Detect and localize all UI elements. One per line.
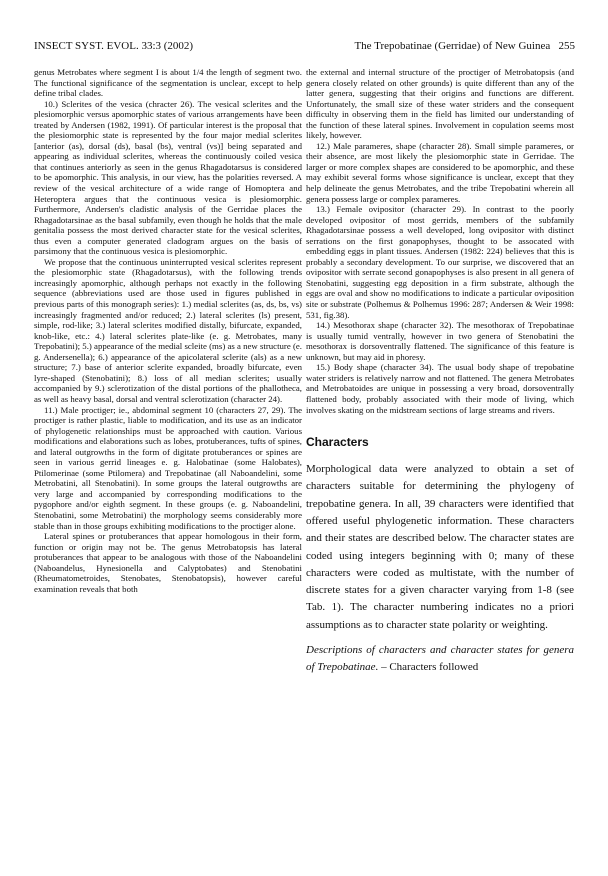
characters-section	[306, 461, 574, 677]
paragraph: 14.) Mesothorax shape (character 32). The mesothorax of Trepobatinae is usually tumid ventrally, however in two genera of Stenobatini the mesothorax is dorsoventrally flattened. The significance of this feature is unknown, but may aid in phoresy.	[306, 320, 574, 362]
page-number: 255	[558, 40, 575, 52]
paragraph: 11.) Male proctiger; ie., abdominal segment 10 (characters 27, 29). The proctiger is rather plastic, liable to modification, and its use as an indicator of phylogenetic relationships must be approached with caution. Various modifications and elaborations such as lobes, protuberances, tufts of spines, and lateral outgrowths in the form of digitate protuberances or spines are seen in various gerrid lineages e. g. Halobatinae (some Halobates), Ptilomerinae (some Ptilomera) and Trepobatinae (all Naboandelini, some Metrobatini, all Stenobatini). In some groups the lateral outgrowths are very large and accompanied by corresponding modifications to the pygophore and/or eighth segment. In these groups (e. g. Naboandelini, Stenobatini, some Metrobatini) the morphology seems considerably more stable than in those groups exhibiting modifications to the proctiger alone.	[34, 404, 302, 531]
left-column	[34, 67, 302, 594]
right-column	[306, 67, 574, 677]
paragraph: Lateral spines or protuberances that appear homologous in their form, function or origin may not be. The genus Metrobatopsis has lateral protuberances that appear to be analogous with those of the Naboandelini (Naboandelus, Hynesionella and Calyptobates) and Stenobatini (Rheumatometroides, Stenobates, Stenobatopsis), however careful examination reveals that both	[34, 531, 302, 594]
paragraph: genus Metrobates where segment I is about 1/4 the length of segment two. The functional significance of the segmentation is unclear, except to help define tribal clades.	[34, 67, 302, 99]
paragraph: Morphological data were analyzed to obtain a set of characters suitable for determining the phylogeny of trepobatine genera. In all, 39 characters were identified that offered useful phylogenetic information. These characters and their states are described below. The character states are coded using integers beginning with 0; many of these characters were coded as multistate, with the number of discrete states for a given character varying from 1-8 (see Tab. 1). The character numbering indicates no a priori assumptions as to character state polarity or weighting.	[306, 463, 574, 631]
running-title: The Trepobatinae (Gerridae) of New Guinea	[354, 40, 551, 52]
journal-citation: INSECT SYST. EVOL. 33:3 (2002)	[34, 40, 194, 52]
subsection-paragraph	[306, 642, 574, 677]
paragraph: 15.) Body shape (character 34). The usual body shape of trepobatine water striders is relatively narrow and not flattened. The genera Metrobates and Metrobatoides are unique in possessing a very broad, dorsoventrally flattened body, probably associated with their mode of living, which involves skating on the midstream sections of large streams and rivers.	[306, 362, 574, 415]
subsection-lead: Descriptions of characters and character states for genera of Trepobatinae.	[306, 644, 574, 674]
running-head	[354, 40, 575, 53]
paragraph: 13.) Female ovipositor (character 29). In contrast to the poorly developed ovipositor of most gerrids, members of the subfamily Rhagadotarsinae possess a well developed, long ovipositor with distinct serrations on the first gonapophyses, thought to be assocated with embedding eggs in plant tissues. Andersen (1982: 224) believes that this is probably a secondary development. To our surprise, we discovered that an ovipositor with serrate second gonapophyses is also present in all genera of Stenobatini, suggesting egg deposition in a firm substrate, although the eggs are oval and show no modifications to indicate a particular oviposition site or substrate (Polhemus & Polhemus 1996: 287; Andersen & Weir 1998: 531, fig.38).	[306, 204, 574, 320]
paragraph: 12.) Male parameres, shape (character 28). Small simple parameres, or their absence, are most likely the plesiomorphic state in Gerridae. The larger or more complex shapes are considered to be apomorphic, and these may exhibit several forms whose significance is unclear, except that they help delineate the genus Metrobates, and the tribe Trepobatini wherein all genera possess large or complex parameres.	[306, 140, 574, 204]
paragraph: the external and internal structure of the proctiger of Metrobatopsis (and genera closely related on other grounds) is quite different than any of the latter genera, suggesting that their origins and functions are different. Unfortunately, the small size of these water striders and the consequent difficulty in observing them in the field has limited our understanding of the function of these lateral spines. Involvement in copulation seems most likely, however.	[306, 67, 574, 141]
subsection-text: – Characters followed	[378, 661, 479, 674]
paragraph: 10.) Sclerites of the vesica (chracter 26). The vesical sclerites and the plesiomorphic versus apomorphic states of various arrangements have been treated by Andersen (1982, 1991). Of particular interest is the proposal that the plesiomorphic state is represented by the four major medial sclerites [anterior (as), dorsal (ds), basal (bs), ventral (vs)] being separated and appearing as individual sclerites, whereas the continuously coiled vesica that continues anteriorly as seen in the genus Rhagadotarsus is considered to be apomorphic. This analysis, in our view, has the polarities reversed. A review of the vesical architecture of a wide range of Homoptera and Heteroptera argues that the continuous vesica is plesiomorphic. Furthermore, Andersen's cladistic analysis of the Gerridae places the Rhagadotarsinae as the basal subfamily, even though he holds that the male genitalia possess the most derived character state for the vesical sclerites, thus even a computer generated cladogram argues on the basis of parsimony that the continuous vesica is plesiomorphic.	[34, 98, 302, 257]
section-heading-characters: Characters	[306, 435, 369, 450]
paragraph: We propose that the continuous uninterrupted vesical sclerites represent the plesiomorphic state (Rhagadotarsus), with the following trends increasingly apomorphic, although perhaps not exactly in the following sequence (abbreviations used are those used in figures published in previous parts of this monograph series): 1.) medial sclerites (as, ds, bs, vs) increasingly fragmented and/or reduced; 2.) lateral sclerites (ls) present, simple, rod-like; 3.) lateral sclerites modified distally, bifurcate, expanded, knob-like, etc.: 4.) lateral sclerites plate-like (e. g. Metrobates, many Trepobatini); 5.) appearance of the medial scleite (ms) as a new structure (e. g. Andersenella); 6.) appearance of the apicolateral sclerite (als) as a new structure; 7.) base of anterior sclerite expanded, broadly bifurcate, even lyre-shaped (Stenobatini); 8.) loss of all median sclerites; usually accompanied by 9.) sclerotization of the distal portions of the phallotheca, as well as heavy basal, dorsal and ventral sclerotization (character 24).	[34, 256, 302, 404]
